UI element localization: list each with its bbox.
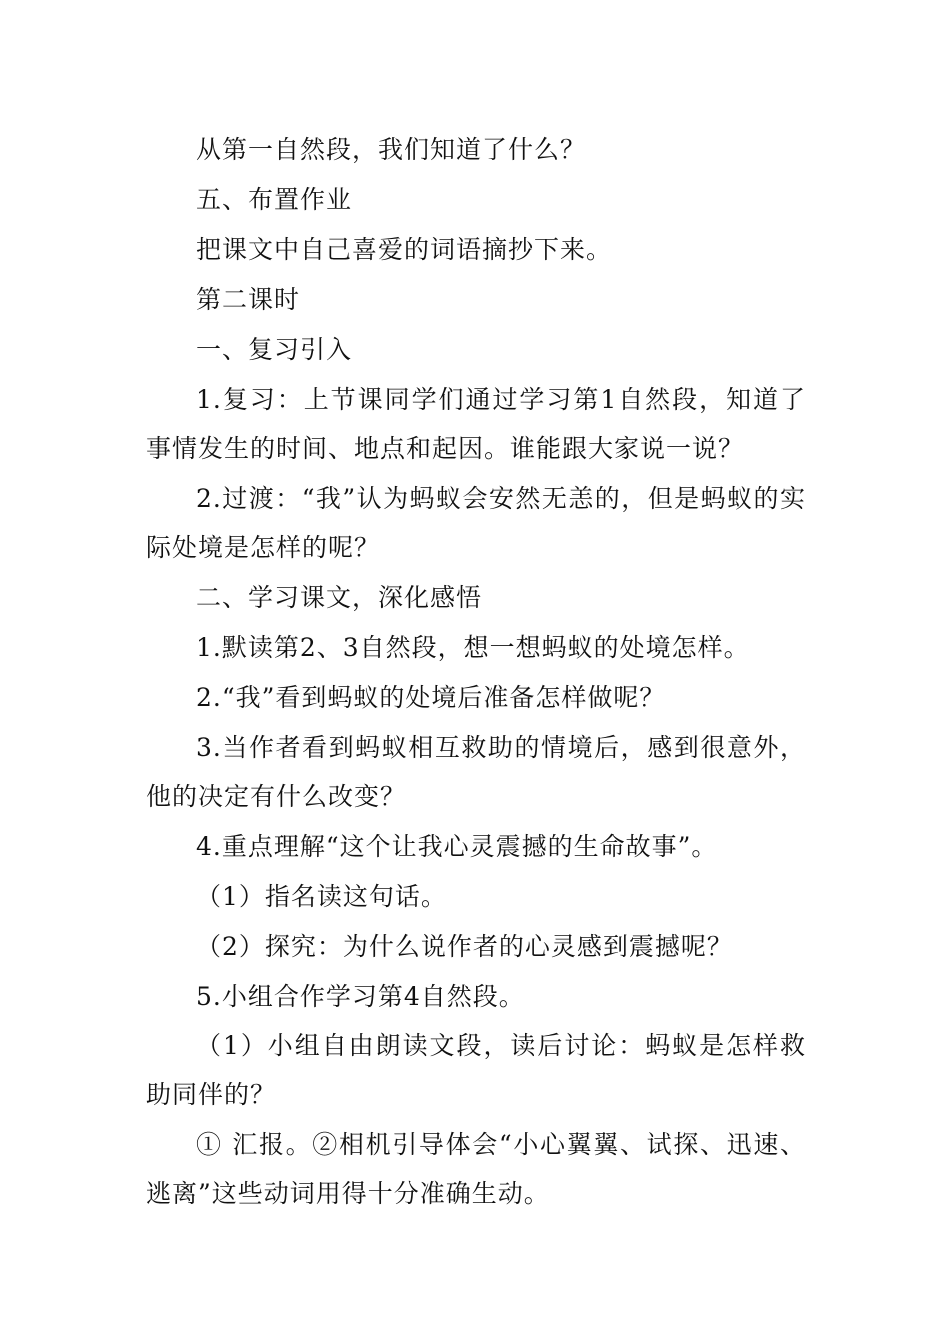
paragraph: （1）小组自由朗读文段，读后讨论：蚂蚁是怎样救助同伴的？ xyxy=(146,1031,806,1109)
paragraph: 把课文中自己喜爱的词语摘抄下来。 xyxy=(196,235,613,264)
paragraph: 2.过渡：“我”认为蚂蚁会安然无恙的，但是蚂蚁的实际处境是怎样的呢？ xyxy=(146,484,806,562)
section-heading: 五、布置作业 xyxy=(196,185,353,214)
paragraph: 5.小组合作学习第4自然段。 xyxy=(196,982,525,1011)
paragraph: 1.默读第2、3自然段，想一想蚂蚁的处境怎样。 xyxy=(196,633,750,662)
paragraph: ① 汇报。②相机引导体会“小心翼翼、试探、迅速、逃离”这些动词用得十分准确生动。 xyxy=(146,1130,806,1208)
lesson-heading: 第二课时 xyxy=(196,285,301,314)
paragraph: 4.重点理解“这个让我心灵震撼的生命故事”。 xyxy=(196,832,718,861)
paragraph: 3.当作者看到蚂蚁相互救助的情境后，感到很意外，他的决定有什么改变？ xyxy=(146,733,806,811)
paragraph: 1.复习：上节课同学们通过学习第1自然段，知道了事情发生的时间、地点和起因。谁能跟大家说一说？ xyxy=(146,385,806,463)
paragraph: （1）指名读这句话。 xyxy=(196,882,447,911)
section-heading: 一、复习引入 xyxy=(196,335,353,364)
paragraph: 2.“我”看到蚂蚁的处境后准备怎样做呢？ xyxy=(196,683,666,712)
paragraph: （2）探究：为什么说作者的心灵感到震撼呢？ xyxy=(196,932,733,961)
section-heading: 二、学习课文，深化感悟 xyxy=(196,583,483,612)
paragraph: 从第一自然段，我们知道了什么？ xyxy=(196,135,587,164)
